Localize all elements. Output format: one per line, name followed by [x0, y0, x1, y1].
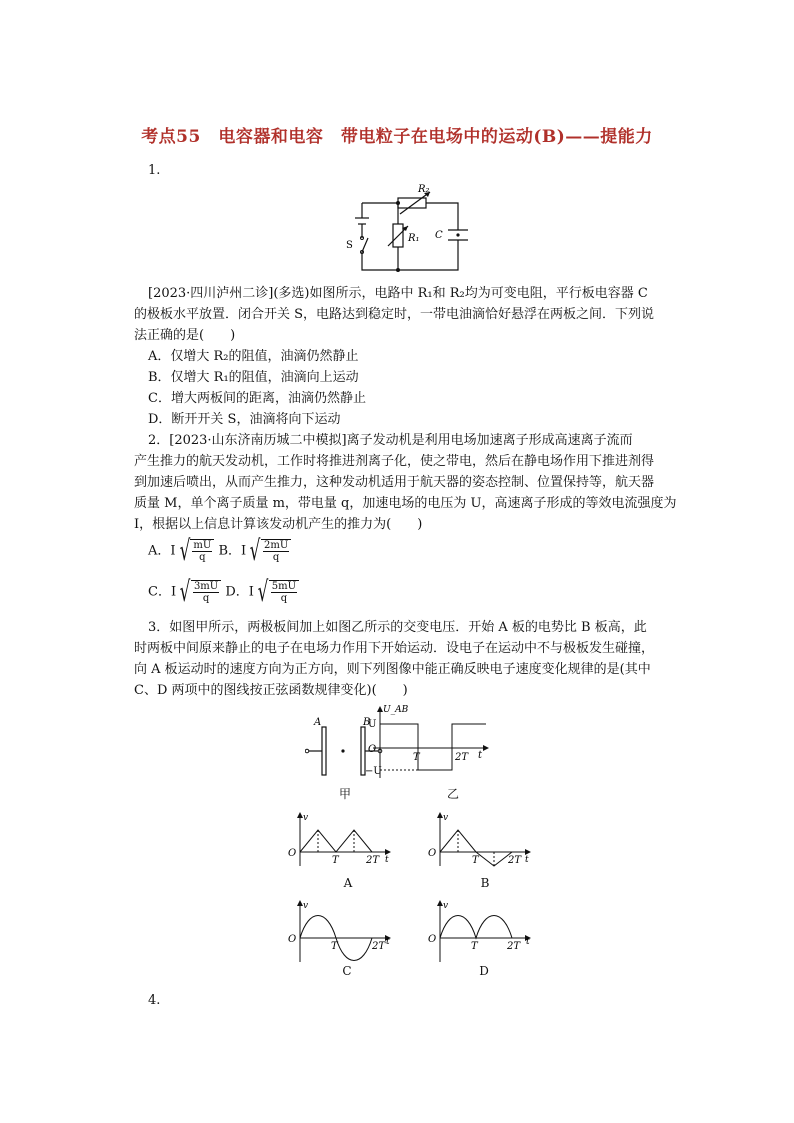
q2-line-3: 到加速后喷出，从而产生推力，这种发动机适用于航天器的姿态控制、位置保持等，航天器 — [134, 475, 655, 490]
plate-a-label: A — [314, 717, 322, 728]
fig-yi-caption: 乙 — [446, 787, 459, 801]
q2-d-num: 5mU — [271, 581, 297, 592]
q3-line-4: C、D 两项中的图线按正弦函数规律变化)( ) — [134, 683, 408, 698]
fig-yi-voltage-graph — [365, 702, 495, 782]
yi-t-label: T — [413, 752, 420, 763]
q1-circuit-diagram — [340, 180, 470, 275]
label-s: S — [346, 240, 353, 251]
sqrt-sign: √ — [257, 575, 269, 608]
graph-a-o: O — [288, 848, 297, 859]
graph-c-caption: C — [342, 964, 352, 978]
graph-c-taxis: t — [386, 937, 390, 947]
yi-taxis: t — [478, 750, 483, 761]
graph-a — [285, 810, 395, 870]
q1-line-2: 的极板水平放置．闭合开关 S，电路达到稳定时，一带电油滴恰好悬浮在两板之间．下列说 — [134, 307, 655, 322]
q2-option-a-label: A．I — [148, 543, 176, 559]
graph-b-taxis: t — [525, 855, 529, 865]
yi-negu-label: −U — [365, 766, 382, 777]
q1-number: 1. — [148, 163, 161, 178]
graph-c-t: T — [331, 941, 338, 952]
sqrt-sign: √ — [249, 534, 261, 567]
q2-line-4: 质量 M，单个离子质量 m，带电量 q，加速电场的电压为 U，高速离子形成的等效电流强度为 — [134, 496, 677, 511]
label-r1: R₁ — [408, 233, 420, 244]
fig-jia-caption: 甲 — [338, 787, 351, 801]
q2-b-den: q — [272, 552, 280, 563]
q3-line-3: 向 A 板运动时的速度方向为正方向，则下列图像中能正确反映电子速度变化规律的是(其中 — [134, 662, 651, 677]
q2-line-2: 产生推力的航天发动机，工作时将推进剂离子化，使之带电，然后在静电场作用下推进剂得 — [134, 454, 655, 469]
graph-d-v: v — [443, 901, 449, 911]
plate-b-label: B — [363, 717, 371, 728]
q2-a-den: q — [199, 552, 206, 563]
q1-option-a: A．仅增大 R₂的阻值，油滴仍然静止 — [148, 349, 359, 364]
q2-option-d-label: D．I — [225, 584, 254, 600]
q2-options-ab — [148, 534, 291, 567]
q2-option-b-label: B．I — [218, 543, 247, 559]
q1-option-c: C．增大两板间的距离，油滴仍然静止 — [148, 391, 366, 406]
graph-a-v: v — [303, 813, 309, 823]
yi-2t-label: 2T — [455, 752, 469, 763]
graph-c-2t: 2T — [372, 941, 386, 952]
yi-origin: O — [368, 744, 377, 755]
q3-line-1: 3．如图甲所示，两极板间加上如图乙所示的交变电压．开始 A 板的电势比 B 板高，此 — [148, 620, 647, 635]
graph-d-t: T — [471, 941, 478, 952]
q4-number: 4. — [148, 993, 161, 1008]
sqrt-sign: √ — [179, 575, 191, 608]
q2-a-num: mU — [193, 540, 212, 551]
yi-u-label: U — [368, 719, 377, 730]
q2-d-den: q — [280, 593, 288, 604]
label-r2: R₂ — [418, 184, 430, 195]
q2-line-1: 2．[2023·山东济南历城二中模拟]离子发动机是利用电场加速离子形成高速离子流而 — [148, 433, 633, 448]
q1-line-3: 法正确的是( ) — [134, 328, 236, 343]
q2-options-cd — [148, 575, 299, 608]
q2-b-num: 2mU — [263, 540, 289, 551]
yi-ylabel: U_AB — [383, 705, 409, 715]
graph-c-v: v — [303, 901, 309, 911]
sqrt-sign: √ — [179, 534, 190, 567]
q1-option-b: B．仅增大 R₁的阻值，油滴向上运动 — [148, 370, 359, 385]
graph-a-t: T — [332, 855, 339, 866]
graph-b — [425, 810, 535, 870]
graph-d-taxis: t — [526, 937, 530, 947]
graph-d — [425, 898, 535, 964]
graph-c-o: O — [288, 934, 297, 945]
q2-c-den: q — [202, 593, 210, 604]
q1-option-d: D．断开开关 S，油滴将向下运动 — [148, 412, 341, 427]
graph-c — [285, 898, 395, 964]
graph-d-caption: D — [479, 964, 489, 978]
graph-b-v: v — [443, 813, 449, 823]
page-title: 考点55 电容器和电容 带电粒子在电场中的运动(B)——提能力 — [141, 127, 653, 147]
q1-line-1: [2023·四川泸州二诊](多选)如图所示，电路中 R₁和 R₂均为可变电阻，平行板电容器 C — [148, 286, 648, 301]
graph-b-o: O — [428, 848, 437, 859]
q2-line-5: I，根据以上信息计算该发动机产生的推力为( ) — [134, 517, 423, 532]
graph-a-2t: 2T — [366, 855, 380, 866]
graph-b-2t: 2T — [508, 855, 522, 866]
q3-line-2: 时两板中间原来静止的电子在电场力作用下开始运动．设电子在运动中不与极板发生碰撞， — [134, 641, 655, 656]
graph-d-2t: 2T — [507, 941, 521, 952]
graph-d-o: O — [428, 934, 437, 945]
graph-b-t: T — [472, 855, 479, 866]
q2-option-c-label: C．I — [148, 584, 177, 600]
graph-b-caption: B — [480, 876, 490, 890]
graph-a-taxis: t — [385, 855, 389, 865]
graph-a-caption: A — [343, 876, 353, 890]
label-c: C — [435, 230, 443, 241]
q2-c-num: 3mU — [193, 581, 219, 592]
